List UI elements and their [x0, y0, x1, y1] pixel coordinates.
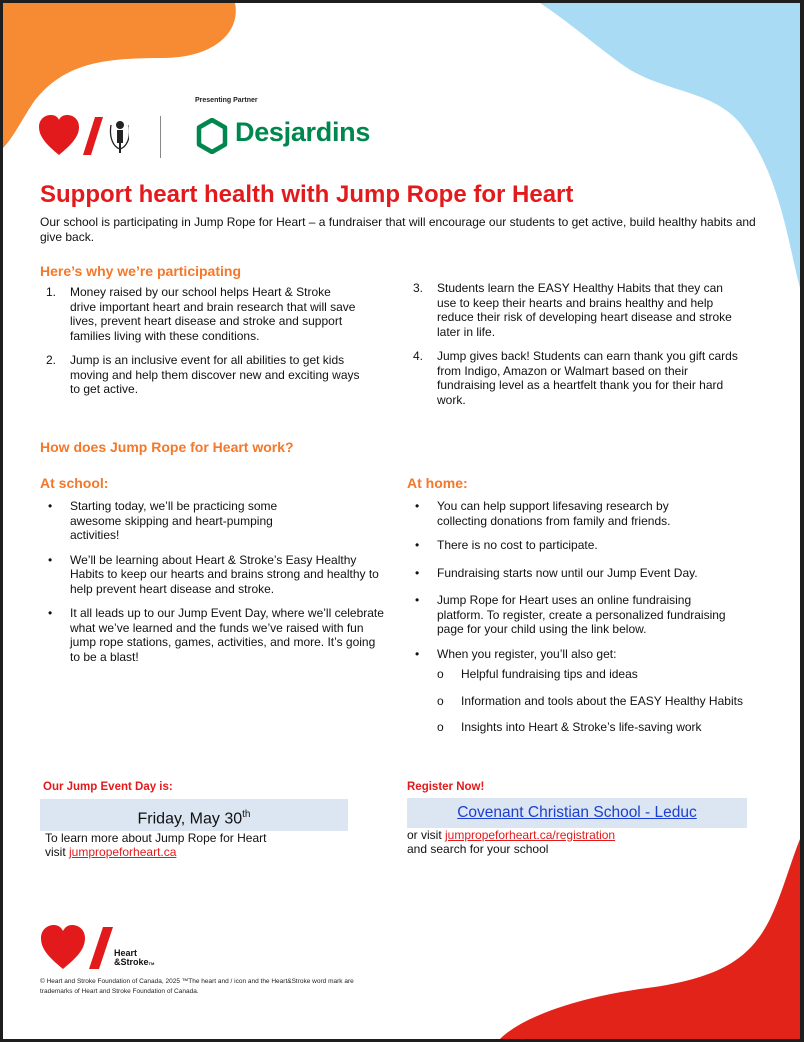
heart-logo-icon — [39, 115, 129, 157]
why-item-4: 4. Jump gives back! Students can earn thank you gift cards from Indigo, Amazon or Walmart based on their fundraising level as a heartfelt thank you for their hard work. — [413, 349, 738, 407]
registration-link[interactable]: jumpropeforheart.ca/registration — [445, 828, 616, 842]
home-item-4: • Jump Rope for Heart uses an online fundraising platform. To register, create a personalized fundraising page for your child using the link below. — [415, 593, 726, 636]
why-list-right — [407, 281, 742, 417]
at-school-heading: At school: — [40, 475, 109, 491]
home-item-5: • When you register, you’ll also get: o Helpful fundraising tips and ideas o Information and tools about the EASY Healthy Habits o Insights into Heart & Stroke’s life-saving work — [407, 647, 757, 735]
desjardins-hexagon-icon — [196, 118, 228, 154]
desjardins-logo-text: Desjardins — [235, 117, 371, 147]
register-or-visit: or visit jumpropeforheart.ca/registration — [407, 828, 616, 842]
learn-more-text: To learn more about Jump Rope for Heart — [45, 831, 267, 845]
logo-divider — [160, 116, 161, 158]
intro-paragraph: Our school is participating in Jump Rope for Heart – a fundraiser that will encourage our students to get active, build healthy habits and give back. — [40, 215, 756, 244]
register-benefits-list — [437, 667, 757, 735]
register-label: Register Now! — [407, 781, 485, 793]
heart-and-stroke-wordmark: Heart &StrokeTM — [114, 948, 155, 967]
school-item-3: • It all leads up to our Jump Event Day, where we’ll celebrate what we’ve learned and the funds we’ve raised with fun jump rope stations, games, activities, and more. It’s going to be a blast! — [48, 606, 384, 664]
flyer-page — [3, 3, 800, 1039]
why-item-2: 2. Jump is an inclusive event for all abilities to get kids moving and help them discover new and exciting ways to get active. — [46, 353, 360, 396]
page-title: Support heart health with Jump Rope for Heart — [40, 181, 574, 208]
red-corner-shape — [500, 839, 800, 1039]
home-item-2: • There is no cost to participate. — [415, 538, 598, 552]
why-heading: Here’s why we’re participating — [40, 263, 241, 279]
event-date: Friday, May 30th — [137, 809, 251, 828]
home-item-3: • Fundraising starts now until our Jump Event Day. — [415, 565, 698, 580]
school-item-1: • Starting today, we’ll be practicing some awesome skipping and heart-pumping activities! — [48, 499, 278, 542]
benefit-item-1: o Helpful fundraising tips and ideas — [437, 667, 638, 681]
learn-more-visit: visit jumpropeforheart.ca — [45, 845, 177, 859]
why-item-1: 1. Money raised by our school helps Heart & Stroke drive important heart and brain research that will save lives, prevent heart disease and stroke and support families living with these conditions. — [46, 285, 356, 343]
benefit-item-2: o Information and tools about the EASY Healthy Habits — [437, 693, 743, 708]
jumpropeforheart-link[interactable]: jumpropeforheart.ca — [69, 845, 177, 859]
why-item-3: 3. Students learn the EASY Healthy Habits that they can use to keep their hearts and brains healthy and help reduce their risk of developing heart disease and stroke later in life. — [413, 281, 732, 339]
blue-corner-shape — [540, 3, 800, 293]
presenting-partner-label: Presenting Partner — [195, 97, 258, 104]
at-home-list — [407, 499, 757, 747]
at-school-list — [40, 499, 385, 674]
benefit-item-3: o Insights into Heart & Stroke’s life-saving work — [437, 720, 702, 734]
register-search-text: and search for your school — [407, 842, 549, 856]
why-list-left — [40, 285, 360, 407]
copyright-text: © Heart and Stroke Foundation of Canada, 2025 ™The heart and / icon and the Heart&Stroke word mark are trademarks of Heart and Stroke Foundation of Canada. — [40, 978, 354, 995]
school-registration-link[interactable]: Covenant Christian School - Leduc — [457, 804, 697, 821]
at-home-heading: At home: — [407, 475, 468, 491]
how-heading: How does Jump Rope for Heart work? — [40, 439, 294, 455]
school-item-2: • We’ll be learning about Heart & Stroke’s Easy Healthy Habits to keep our hearts and brains strong and healthy to help prevent heart disease and stroke. — [48, 552, 379, 596]
home-item-1: • You can help support lifesaving research by collecting donations from family and friends. — [415, 499, 671, 528]
event-day-label: Our Jump Event Day is: — [43, 781, 173, 793]
